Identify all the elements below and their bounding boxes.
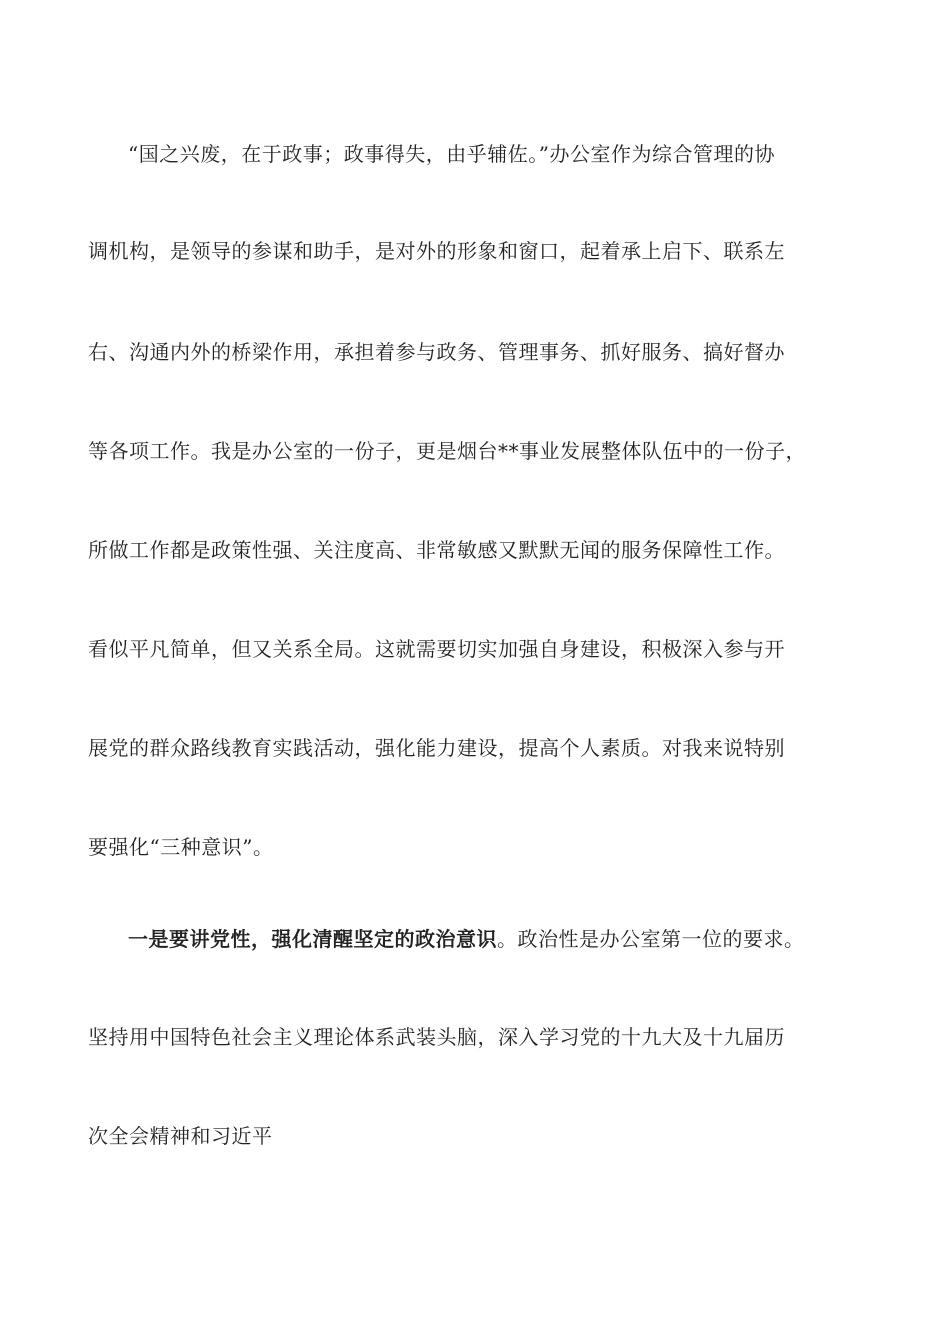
paragraph-2-line-3: 次全会精神和习近平 [88,1124,273,1148]
paragraph-1-line-6: 看似平凡简单，但又关系全局。这就需要切实加强自身建设，积极深入参与开 [88,637,785,661]
paragraph-1-line-8: 要强化“三种意识”。 [88,835,274,859]
paragraph-1-line-7: 展党的群众路线教育实践活动，强化能力建设，提高个人素质。对我来说特别 [88,736,785,760]
paragraph-2-line-1 [128,925,908,953]
paragraph-2-heading: 一是要讲党性，强化清醒坚定的政治意识 [128,927,497,951]
paragraph-2-line-2: 坚持用中国特色社会主义理论体系武装头脑，深入学习党的十九大及十九届历 [88,1025,785,1049]
paragraph-1-line-2: 调机构，是领导的参谋和助手，是对外的形象和窗口，起着承上启下、联系左 [88,239,785,263]
paragraph-1-line-1: “国之兴废，在于政事；政事得失，由乎辅佐。”办公室作为综合管理的协 [128,142,775,166]
paragraph-1-line-3: 右、沟通内外的桥梁作用，承担着参与政务、管理事务、抓好服务、搞好督办 [88,340,785,364]
paragraph-1-line-4: 等各项工作。我是办公室的一份子，更是烟台**事业发展整体队伍中的一份子， [88,439,806,463]
paragraph-1-line-5: 所做工作都是政策性强、关注度高、非常敏感又默默无闻的服务保障性工作。 [88,538,785,562]
paragraph-2-line-1-rest: 。政治性是办公室第一位的要求。 [497,927,805,951]
